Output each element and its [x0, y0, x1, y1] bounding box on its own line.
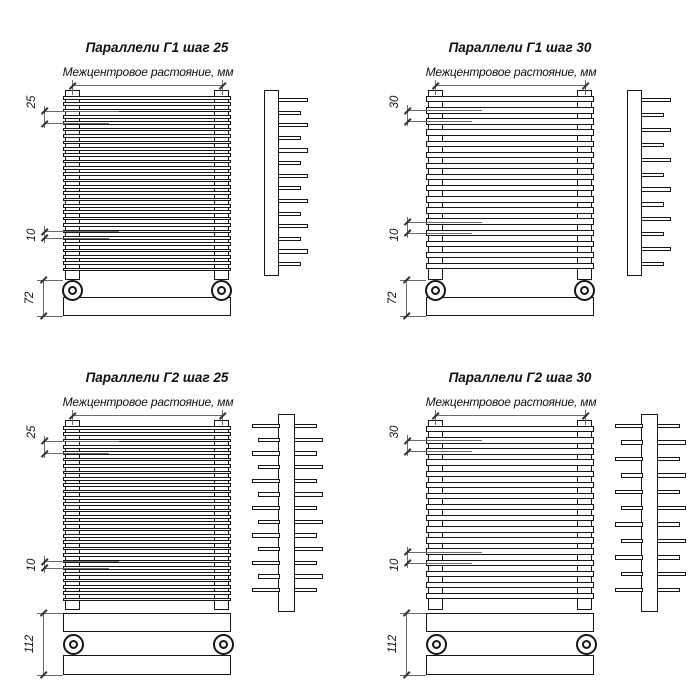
radiator-bar	[63, 96, 231, 100]
gap-ext-line	[44, 561, 119, 562]
side-tube-right	[294, 465, 323, 469]
radiator-bar	[426, 537, 594, 543]
side-tube-left	[615, 424, 643, 428]
side-tube-left	[258, 520, 280, 524]
side-tube	[278, 186, 301, 190]
radiator-bar	[426, 141, 594, 147]
radiator-bar	[426, 471, 594, 477]
radiator-bar	[63, 217, 231, 221]
radiator-bar	[63, 255, 231, 259]
radiator-bar	[63, 598, 231, 602]
side-tube-right	[294, 520, 323, 524]
step-dimension: 25	[26, 95, 38, 109]
step-ext-line	[44, 111, 119, 112]
step-dimension: 30	[389, 425, 401, 439]
radiator-bar	[63, 579, 231, 583]
collector-pipe-bore	[68, 286, 77, 295]
collector-pipe-bore	[432, 640, 441, 649]
side-tube	[641, 113, 664, 117]
side-tube	[278, 148, 308, 152]
side-tube	[278, 136, 301, 140]
side-tube-left	[252, 451, 280, 455]
side-tube-left	[252, 479, 280, 483]
technical-drawing	[369, 6, 700, 351]
depth-dim-line	[43, 280, 44, 316]
plan-tube-row	[426, 297, 594, 316]
side-tube-left	[252, 561, 280, 565]
center-distance-label: Межцентровое растояние, мм	[62, 395, 234, 409]
step-dimension: 30	[389, 95, 401, 109]
radiator-bar	[63, 268, 231, 272]
diagram-title: Параллели Г1 шаг 25	[85, 40, 229, 55]
radiator-bar	[426, 185, 594, 191]
side-tube-right	[294, 561, 317, 565]
panel-g2-step30	[369, 336, 700, 681]
collector-pipe-bore	[217, 286, 226, 295]
depth-dimension: 112	[24, 634, 36, 654]
side-tube-left	[621, 539, 643, 543]
step-ext-line	[407, 110, 482, 111]
step-ext-line	[407, 440, 482, 441]
side-tube	[641, 217, 671, 221]
step-ext-line	[44, 453, 109, 454]
side-tube-right	[657, 440, 686, 444]
side-tube-right	[657, 555, 680, 559]
side-tube-left	[258, 492, 280, 496]
side-tube-right	[294, 533, 317, 537]
radiator-bar	[63, 458, 231, 462]
center-distance-label: Межцентровое растояние, мм	[62, 65, 234, 79]
side-tube	[641, 187, 671, 191]
radiator-bar	[63, 185, 231, 189]
gap-ext-line	[44, 568, 109, 569]
radiator-bar	[426, 504, 594, 510]
side-tube-left	[621, 506, 643, 510]
radiator-bar	[426, 263, 594, 269]
side-tube-right	[657, 473, 686, 477]
plan-tube-row-back	[63, 655, 231, 675]
radiator-bar	[63, 502, 231, 506]
diagram-title: Параллели Г2 шаг 30	[448, 370, 592, 385]
gap-ext-line	[407, 233, 472, 234]
side-collector	[264, 90, 279, 276]
radiator-bar	[426, 252, 594, 258]
plan-tube-row-back	[426, 655, 594, 675]
plan-tube-row-front	[426, 613, 594, 632]
radiator-bar	[63, 198, 231, 202]
side-tube-right	[657, 572, 686, 576]
radiator-bar	[426, 582, 594, 588]
radiator-bar	[63, 261, 231, 265]
side-tube	[278, 174, 308, 178]
radiator-bar	[63, 102, 231, 106]
gap-ext-line	[44, 238, 109, 239]
radiator-bar	[63, 223, 231, 227]
radiator-bar	[63, 540, 231, 544]
side-tube-left	[615, 522, 643, 526]
plan-tube-row-front	[63, 613, 231, 632]
side-tube-right	[294, 574, 323, 578]
side-tube	[278, 98, 308, 102]
radiator-bar	[63, 464, 231, 468]
radiator-bar	[63, 134, 231, 138]
radiator-bar	[426, 163, 594, 169]
radiator-bar	[63, 521, 231, 525]
radiator-bar	[426, 207, 594, 213]
radiator-bar	[426, 196, 594, 202]
radiator-bar	[426, 459, 594, 465]
side-tube	[278, 262, 301, 266]
radiator-bar	[63, 496, 231, 500]
side-tube-right	[657, 490, 680, 494]
side-collector	[627, 90, 642, 276]
side-tube-left	[258, 574, 280, 578]
diagram-title: Параллели Г1 шаг 30	[448, 40, 592, 55]
collector-pipe-bore	[69, 640, 78, 649]
side-tube-right	[657, 424, 680, 428]
side-tube-left	[252, 588, 280, 592]
panel-g1-step30	[369, 6, 700, 351]
side-tube-left	[615, 555, 643, 559]
center-distance-dim-line	[435, 415, 585, 416]
side-tube-right	[657, 539, 686, 543]
radiator-bar	[63, 553, 231, 557]
radiator-bar	[426, 482, 594, 488]
depth-dimension: 72	[387, 291, 399, 305]
side-tube-left	[258, 465, 280, 469]
radiator-bar	[63, 204, 231, 208]
collector-pipe-bore	[580, 286, 589, 295]
side-tube	[641, 143, 664, 147]
radiator-bar	[63, 115, 231, 119]
center-distance-ext-line	[72, 410, 73, 425]
side-tube-left	[621, 473, 643, 477]
radiator-bar	[426, 593, 594, 599]
radiator-bar	[63, 426, 231, 430]
step-ext-line	[44, 123, 109, 124]
side-tube	[278, 111, 301, 115]
side-tube	[641, 247, 671, 251]
radiator-bar	[63, 585, 231, 589]
center-distance-ext-line	[72, 80, 73, 95]
panel-g2-step25	[6, 336, 356, 681]
depth-dim-line	[406, 613, 407, 675]
side-tube	[641, 173, 664, 177]
side-tube-right	[294, 451, 317, 455]
depth-dim-line	[43, 613, 44, 675]
side-tube	[641, 98, 671, 102]
gap-dimension: 10	[389, 558, 401, 572]
depth-dim-line	[406, 280, 407, 316]
side-collector	[278, 414, 295, 612]
side-tube	[641, 128, 671, 132]
center-distance-dim-line	[72, 85, 222, 86]
radiator-bar	[426, 152, 594, 158]
side-tube-left	[252, 506, 280, 510]
radiator-bar	[63, 572, 231, 576]
radiator-bar	[63, 128, 231, 132]
radiator-bar	[426, 426, 594, 432]
radiator-bar	[63, 249, 231, 253]
side-tube-right	[294, 588, 317, 592]
step-ext-line	[44, 441, 119, 442]
radiator-bar	[63, 242, 231, 246]
gap-ext-line	[407, 222, 482, 223]
side-tube-left	[258, 547, 280, 551]
center-distance-ext-line	[585, 410, 586, 425]
radiator-bar	[426, 96, 594, 102]
side-tube-left	[252, 533, 280, 537]
center-distance-label: Межцентровое растояние, мм	[425, 65, 597, 79]
radiator-bar	[63, 172, 231, 176]
side-tube	[278, 199, 308, 203]
side-tube	[278, 237, 301, 241]
center-distance-ext-line	[222, 80, 223, 95]
center-distance-dim-line	[435, 85, 585, 86]
side-tube-right	[294, 438, 323, 442]
step-ext-line	[407, 451, 472, 452]
radiator-bar	[63, 432, 231, 436]
collector-pipe-bore	[582, 640, 591, 649]
radiator-bar	[63, 210, 231, 214]
radiator-bar	[63, 515, 231, 519]
radiator-bar	[63, 147, 231, 151]
radiator-bar	[63, 471, 231, 475]
diagram-title: Параллели Г2 шаг 25	[85, 370, 229, 385]
center-distance-ext-line	[435, 80, 436, 95]
radiator-bar	[63, 547, 231, 551]
side-tube-right	[657, 506, 686, 510]
gap-dimension: 10	[26, 558, 38, 572]
plan-tube-row	[63, 297, 231, 316]
side-tube-left	[252, 424, 280, 428]
side-tube-right	[294, 492, 323, 496]
radiator-bar	[63, 591, 231, 595]
side-tube-left	[615, 490, 643, 494]
side-tube-right	[294, 424, 317, 428]
side-tube-left	[621, 572, 643, 576]
gap-ext-line	[44, 231, 119, 232]
side-tube	[278, 212, 301, 216]
side-tube-right	[657, 457, 680, 461]
side-tube	[278, 123, 308, 127]
radiator-bar	[426, 174, 594, 180]
side-tube	[278, 224, 308, 228]
technical-drawing	[6, 336, 356, 681]
side-tube	[278, 249, 308, 253]
center-distance-ext-line	[585, 80, 586, 95]
radiator-bar	[63, 445, 231, 449]
side-tube	[641, 202, 664, 206]
collector-pipe-bore	[431, 286, 440, 295]
step-ext-line	[407, 121, 472, 122]
radiator-bar	[63, 160, 231, 164]
radiator-bar	[63, 528, 231, 532]
radiator-bar	[63, 153, 231, 157]
side-tube	[641, 262, 664, 266]
radiator-bar	[426, 526, 594, 532]
depth-dimension: 72	[24, 291, 36, 305]
center-distance-dim-line	[72, 415, 222, 416]
technical-drawing	[369, 336, 700, 681]
side-tube	[641, 158, 671, 162]
side-tube-right	[294, 506, 317, 510]
collector-pipe-bore	[219, 640, 228, 649]
side-tube	[278, 161, 301, 165]
radiator-bar	[63, 477, 231, 481]
side-tube-right	[294, 479, 317, 483]
radiator-bar	[426, 515, 594, 521]
side-tube-right	[657, 522, 680, 526]
radiator-bar	[63, 141, 231, 145]
center-distance-ext-line	[435, 410, 436, 425]
depth-dimension: 112	[387, 634, 399, 654]
radiator-bar	[426, 493, 594, 499]
side-tube-left	[615, 588, 643, 592]
gap-ext-line	[407, 563, 472, 564]
side-tube-left	[258, 438, 280, 442]
side-tube-left	[615, 457, 643, 461]
radiator-bar	[63, 509, 231, 513]
radiator-bar	[63, 166, 231, 170]
technical-drawing	[6, 6, 356, 351]
side-tube-right	[294, 547, 323, 551]
side-tube	[641, 232, 664, 236]
radiator-bar	[426, 241, 594, 247]
radiator-bar	[426, 571, 594, 577]
radiator-bar	[63, 534, 231, 538]
side-tube-right	[657, 588, 680, 592]
side-collector	[641, 414, 658, 612]
gap-ext-line	[407, 552, 482, 553]
radiator-bar	[63, 179, 231, 183]
side-tube-left	[621, 440, 643, 444]
radiator-bar	[426, 129, 594, 135]
gap-dimension: 10	[26, 228, 38, 242]
radiator-bar	[63, 483, 231, 487]
gap-dimension: 10	[389, 228, 401, 242]
radiator-bar	[63, 191, 231, 195]
panel-g1-step25	[6, 6, 356, 351]
center-distance-ext-line	[222, 410, 223, 425]
radiator-bar	[63, 490, 231, 494]
center-distance-label: Межцентровое растояние, мм	[425, 395, 597, 409]
step-dimension: 25	[26, 425, 38, 439]
